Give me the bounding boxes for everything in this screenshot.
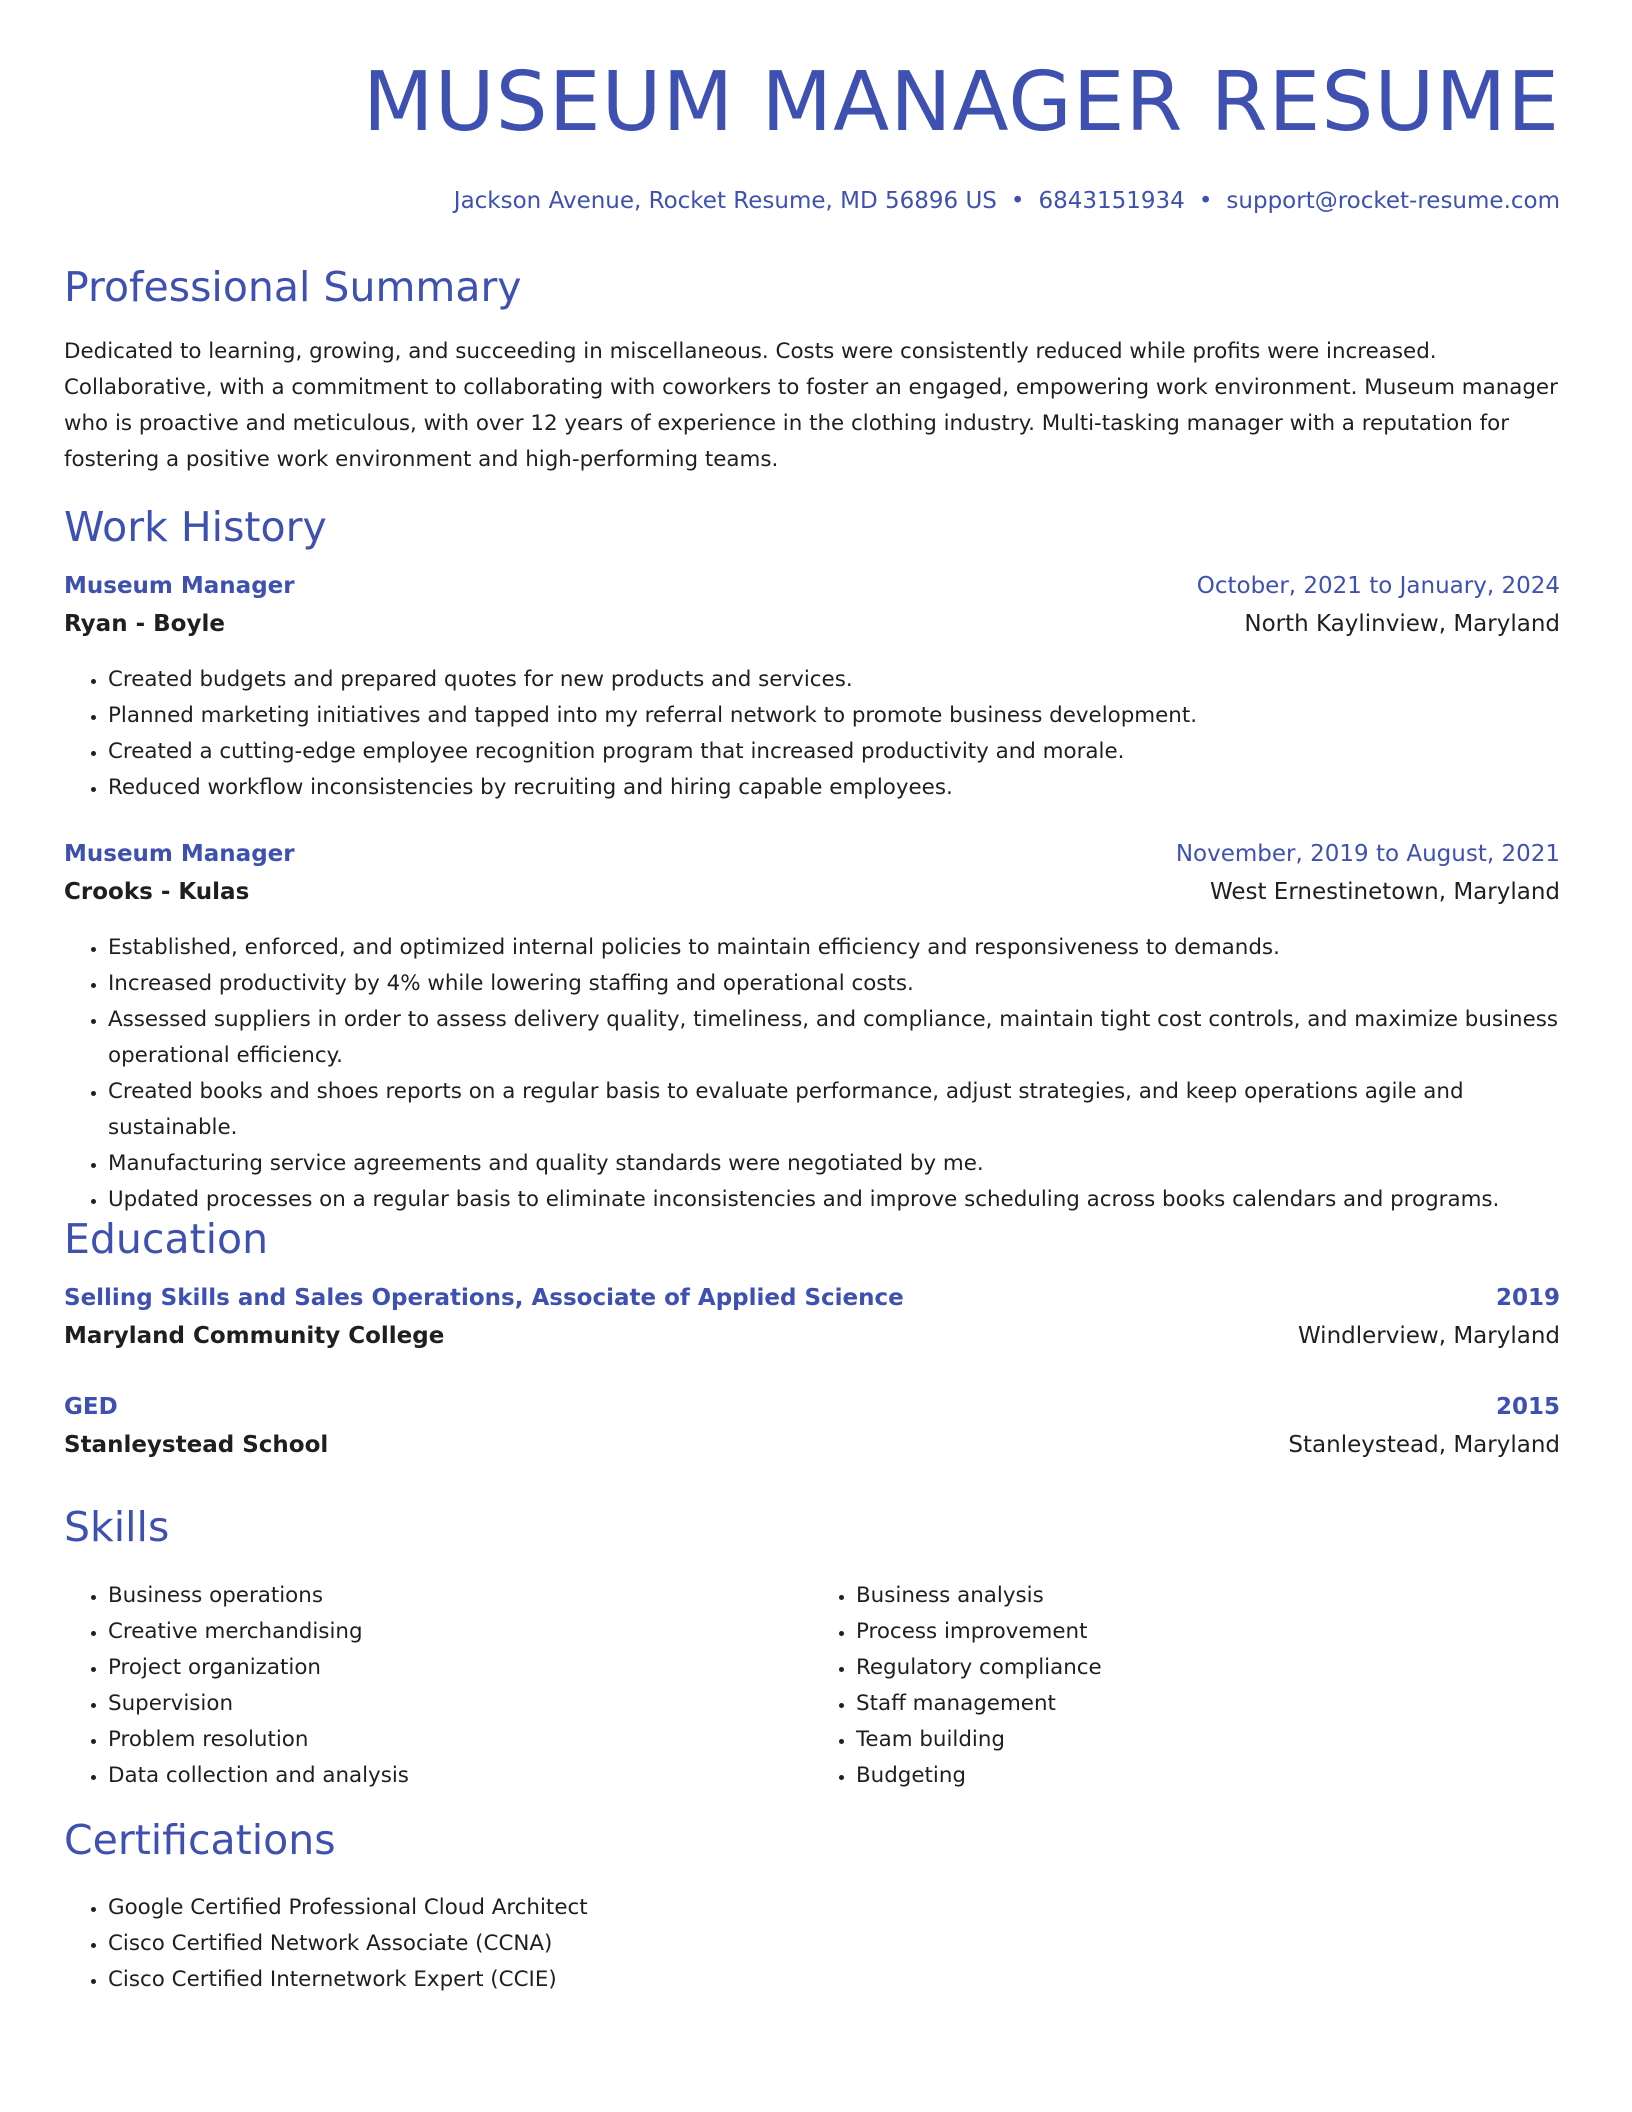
job-title: Museum Manager xyxy=(64,841,295,867)
job-bullets xyxy=(64,662,1560,806)
education-entry xyxy=(64,1394,1560,1470)
skill-item: • Data collection and analysis xyxy=(108,1758,812,1794)
contact-line xyxy=(64,188,1560,214)
job-bullet: • Reduced workflow inconsistencies by recruiting and hiring capable employees. xyxy=(108,770,1560,806)
job-bullet: • Created books and shoes reports on a regular basis to evaluate performance, adjust strategies, and keep operations agile and sustainable. xyxy=(108,1074,1560,1146)
job-bullet: • Increased productivity by 4% while lowering staffing and operational costs. xyxy=(108,966,1560,1002)
education-degree: GED xyxy=(64,1394,118,1420)
skills-list xyxy=(64,1578,1560,1794)
skill-item: • Process improvement xyxy=(856,1614,1560,1650)
education-year: 2015 xyxy=(1495,1394,1560,1420)
skill-item: • Supervision xyxy=(108,1686,812,1722)
contact-separator: • xyxy=(1198,188,1213,214)
job-dates: October, 2021 to January, 2024 xyxy=(1196,573,1560,599)
education-location: Stanleystead, Maryland xyxy=(1288,1432,1560,1458)
job-title: Museum Manager xyxy=(64,573,295,599)
education-year: 2019 xyxy=(1495,1285,1560,1311)
skill-item: • Project organization xyxy=(108,1650,812,1686)
certification-item: • Cisco Certified Internetwork Expert (CCIE) xyxy=(108,1962,588,1998)
job-bullet: • Established, enforced, and optimized internal policies to maintain efficiency and responsiveness to demands. xyxy=(108,930,1560,966)
contact-address: Jackson Avenue, Rocket Resume, MD 56896 US xyxy=(453,188,997,214)
job-bullet: • Created budgets and prepared quotes for new products and services. xyxy=(108,662,1560,698)
skill-item: • Problem resolution xyxy=(108,1722,812,1758)
job-dates: November, 2019 to August, 2021 xyxy=(1175,841,1560,867)
job-bullet: • Created a cutting-edge employee recognition program that increased productivity and morale. xyxy=(108,734,1560,770)
skill-item: • Budgeting xyxy=(856,1758,1560,1794)
skill-item: • Business operations xyxy=(108,1578,812,1614)
job-company: Crooks - Kulas xyxy=(64,879,250,905)
education-entry xyxy=(64,1285,1560,1361)
job-entry xyxy=(64,841,1560,1218)
skill-item: • Regulatory compliance xyxy=(856,1650,1560,1686)
job-entry xyxy=(64,573,1560,806)
job-bullet: • Updated processes on a regular basis to eliminate inconsistencies and improve scheduling across books calendars and programs. xyxy=(108,1182,1560,1218)
skills-column-left xyxy=(64,1578,812,1794)
section-title-education: Education xyxy=(64,1215,269,1263)
summary-text: Dedicated to learning, growing, and succeeding in miscellaneous. Costs were consistently reduced while profits were increased. Collaborative, with a commitment to collaborating with coworkers to foster an engaged, empowering work environment. Museum manager who is proactive and meticulous, with over 12 years of experience in the clothing industry. Multi-tasking manager with a reputation for fostering a positive work environment and high-performing teams. xyxy=(64,339,1558,472)
section-title-work-history: Work History xyxy=(64,503,327,551)
job-location: North Kaylinview, Maryland xyxy=(1244,611,1560,637)
skills-column-right xyxy=(812,1578,1560,1794)
skill-item: • Team building xyxy=(856,1722,1560,1758)
job-bullets xyxy=(64,930,1560,1218)
education-school: Stanleystead School xyxy=(64,1432,329,1458)
skill-item: • Business analysis xyxy=(856,1578,1560,1614)
contact-email[interactable]: support@rocket-resume.com xyxy=(1226,188,1560,214)
resume-header xyxy=(64,48,1560,214)
education-degree: Selling Skills and Sales Operations, Associate of Applied Science xyxy=(64,1285,904,1311)
section-title-skills: Skills xyxy=(64,1503,170,1551)
job-bullet: • Planned marketing initiatives and tapped into my referral network to promote business development. xyxy=(108,698,1560,734)
certification-item: • Cisco Certified Network Associate (CCNA) xyxy=(108,1926,588,1962)
skill-item: • Creative merchandising xyxy=(108,1614,812,1650)
resume-title: MUSEUM MANAGER RESUME xyxy=(362,55,1560,150)
job-bullet: • Assessed suppliers in order to assess delivery quality, timeliness, and compliance, maintain tight cost controls, and maximize business operational efficiency. xyxy=(108,1002,1560,1074)
job-location: West Ernestinetown, Maryland xyxy=(1209,879,1560,905)
section-title-summary: Professional Summary xyxy=(64,263,522,311)
job-bullet: • Manufacturing service agreements and quality standards were negotiated by me. xyxy=(108,1146,1560,1182)
education-school: Maryland Community College xyxy=(64,1323,445,1349)
certifications-list xyxy=(64,1890,588,1998)
contact-phone: 6843151934 xyxy=(1038,188,1185,214)
job-company: Ryan - Boyle xyxy=(64,611,225,637)
education-location: Windlerview, Maryland xyxy=(1297,1323,1560,1349)
contact-separator: • xyxy=(1010,188,1025,214)
certification-item: • Google Certified Professional Cloud Architect xyxy=(108,1890,588,1926)
skill-item: • Staff management xyxy=(856,1686,1560,1722)
section-title-certifications: Certifications xyxy=(64,1816,336,1864)
